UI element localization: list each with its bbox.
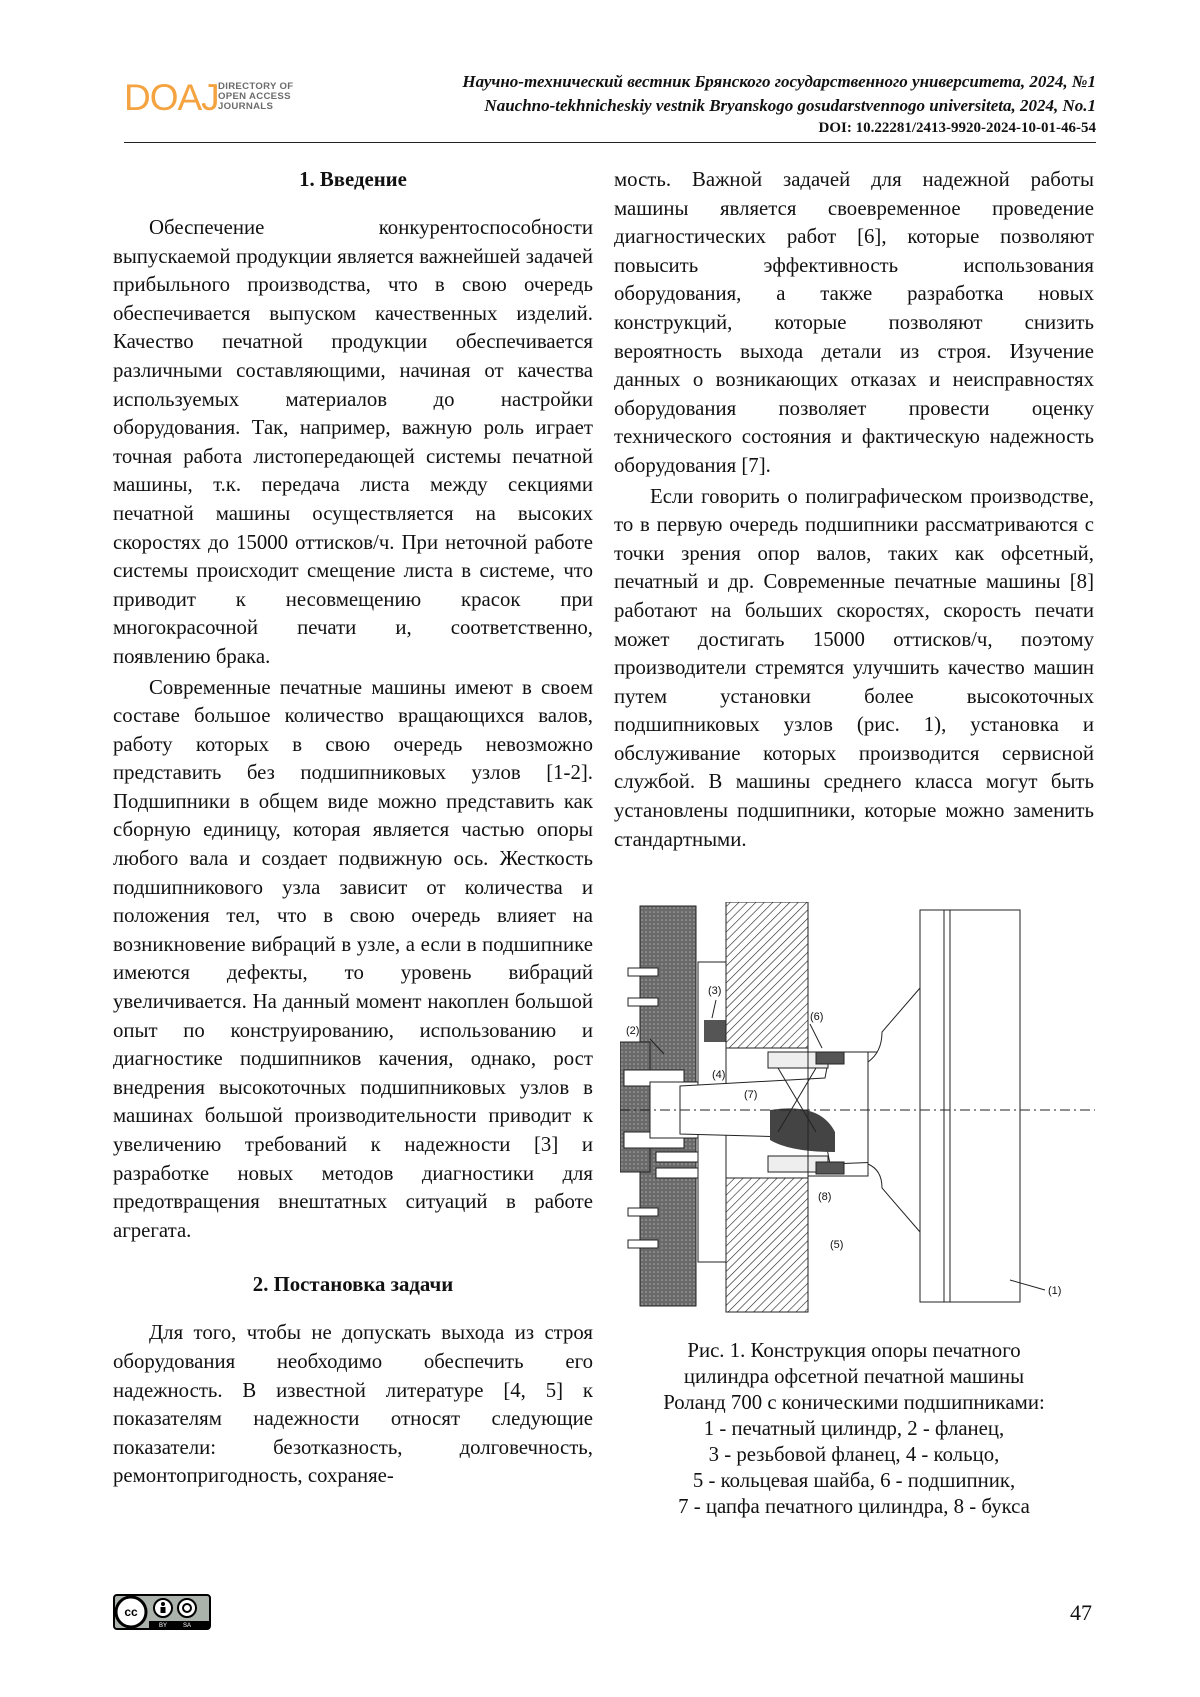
doaj-logo-mark: DOAJ	[124, 77, 219, 118]
fig-label-5: (5)	[830, 1239, 844, 1251]
fig-label-1: (1)	[1048, 1285, 1062, 1297]
paragraph: Для того, чтобы не допускать выхода из строя оборудования необходимо обеспечить его надежность. В известной литературе [4, 5] к показателям надежности относят следующие показатели: безотказность, долговечность, ремонтопригодность, сохраняе-	[113, 1321, 593, 1488]
figure-caption: Рис. 1. Конструкция опоры печатного цилиндра офсетной печатной машины Роланд 700 с коническими подшипниками: 1 - печатный цилиндр, 2 - фланец, 3 - резьбовой фланец, 4 - кольцо, 5 - кольцевая шайба, 6 - подшипник, 7 - цапфа печатного цилиндра, 8 - букса	[663, 1339, 1045, 1518]
section-heading-intro: 1. Введение	[299, 168, 407, 191]
license-sa-text: SA	[182, 1623, 192, 1629]
right-column	[614, 166, 1094, 854]
flange-hub	[620, 1042, 650, 1172]
fig-label-8: (8)	[818, 1191, 832, 1203]
doi[interactable]: DOI: 10.22281/2413-9920-2024-10-01-46-54	[818, 120, 1096, 136]
fig-label-3: (3)	[708, 985, 722, 997]
paragraph: Если говорить о полиграфическом производстве, то в первую очередь подшипники рассматриваются с точки зрения опор валов, таких как офсетный, печатный и др. Современные печатные машины [8] работают на больших скоростях, скорость печати может достигать 15000 оттисков/ч, поэтому производители стремятся улучшить качество машин путем установки более высокоточных подшипниковых узлов (рис. 1), установка и обслуживание которых производится сервисной службой. В машины среднего класса могут быть установлены подшипники, которые можно заменить стандартными.	[614, 484, 1094, 851]
left-column	[113, 166, 593, 1491]
fig-label-4: (4)	[712, 1069, 726, 1081]
journal-title-ru: Научно-технический вестник Брянского государственного университета, 2024, №1	[462, 72, 1096, 91]
doaj-logo-text: DIRECTORY OF OPEN ACCESS JOURNALS	[218, 81, 294, 112]
doaj-logo[interactable]	[124, 76, 314, 122]
page-header	[124, 66, 1096, 143]
journal-title-en: Nauchno-tekhnicheskiy vestnik Bryanskogo gosudarstvennogo universiteta, 2024, No.1	[484, 96, 1096, 115]
license-by-text: BY	[158, 1623, 168, 1629]
page-number: 47	[1070, 1600, 1092, 1625]
fig-label-2: (2)	[626, 1025, 640, 1037]
bearing-assembly-drawing	[620, 902, 1095, 1322]
fig-label-7: (7)	[744, 1089, 758, 1101]
paragraph: Современные печатные машины имеют в своем составе большое количество вращающихся валов, работу которых в свою очередь невозможно представить без подшипниковых узлов [1-2]. Подшипники в общем виде можно представить как сборную единицу, которая является частью опоры любого вала и создает подвижную ось. Жесткость подшипникового узла зависит от количества и положения тел, что в свою очередь влияет на возникновение вибраций в узле, а если в подшипнике имеются дефекты, то уровень вибраций увеличивается. На данный момент накоплен большой опыт по конструированию, использованию и диагностике подшипников качения, однако, рост внедрения высокоточных подшипниковых узлов в машинах большой производительности приводит к увеличению требований к надежности [3] и разработке новых методов диагностики для предотвращения внештатных ситуаций в работе агрегата.	[113, 675, 593, 1242]
fig-label-6: (6)	[810, 1011, 824, 1023]
section-heading-task: 2. Постановка задачи	[252, 1273, 454, 1297]
paragraph: мость. Важной задачей для надежной работы машины является своевременное проведение диагностических работ [6], которые позволяют повысить эффективность использования оборудования, а также разработка новых конструкций, которые позволяют снизить вероятность выхода детали из строя. Изучение данных о возникающих отказах и неисправностях оборудования позволяет провести оценку технического состояния и фактическую надежность оборудования [7].	[614, 168, 1094, 477]
paragraph: Обеспечение конкурентоспособности выпускаемой продукции является важнейшей задачей прибыльного производства, что в свою очередь обеспечивается выпуском качественных изделий. Качество печатной продукции обеспечивается различными составляющими, начиная от качества используемых материалов до настройки оборудования. Так, например, важную роль играет точная работа листопередающей системы печатной машины, т.к. передача листа между секциями печатной машины осуществляется на высоких скоростях до 15000 оттисков/ч. При неточной работе системы происходит смещение листа в системе, что приводит к несовмещению красок при многокрасочной печати и, соответственно, появлению брака.	[113, 216, 593, 668]
sa-icon	[178, 1599, 196, 1617]
cc-icon-text: cc	[124, 1605, 138, 1619]
cc-by-sa-license-icon[interactable]	[113, 1594, 211, 1630]
